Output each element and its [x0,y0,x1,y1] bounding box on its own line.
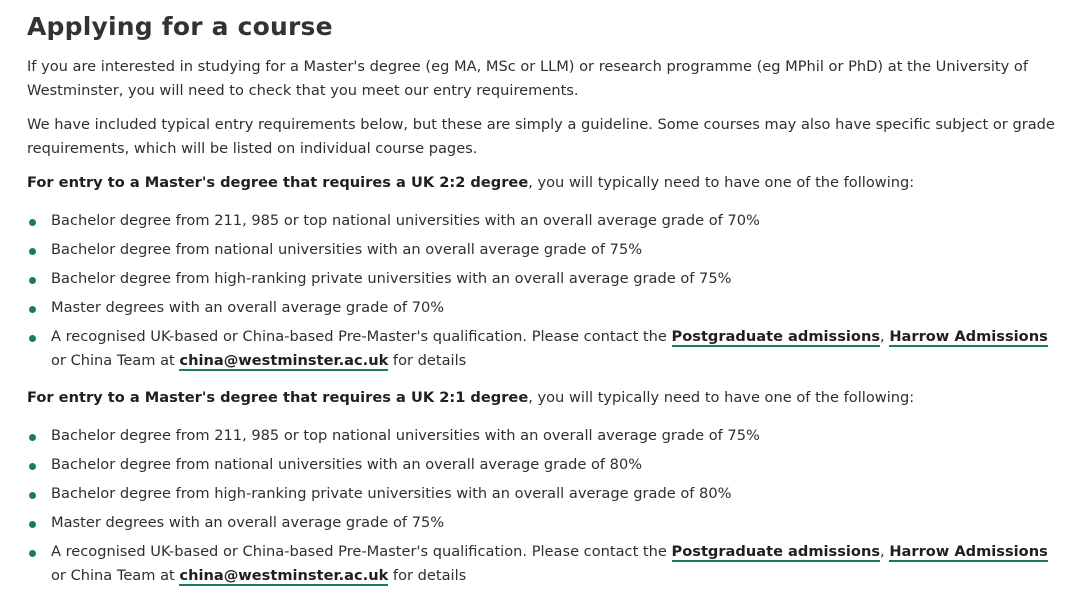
list-item [27,453,1062,477]
contact-text-before: A recognised UK-based or China-based Pre-Master's qualification. Please contact the [51,328,672,345]
requirements-list-2-2 [27,209,1062,373]
list-item-contact [27,325,1062,373]
list-item-text: Bachelor degree from 211, 985 or top national universities with an overall average grade of 70% [51,212,760,229]
requirements-list-2-1 [27,424,1062,588]
list-item-contact [27,540,1062,588]
guideline-paragraph: We have included typical entry requirements below, but these are simply a guideline. Some courses may also have specific subject or grade requirements, which will be listed on individual course pages. [27,116,1055,157]
list-item [27,209,1062,233]
contact-text-after: for details [388,567,467,584]
bullet-icon [29,219,36,226]
bullet-icon [29,434,36,441]
section-lead-bold: For entry to a Master's degree that requires a UK 2:2 degree [27,174,529,191]
list-item [27,424,1062,448]
list-item [27,482,1062,506]
bullet-icon [29,248,36,255]
section-lead-rest: , you will typically need to have one of the following: [528,174,915,191]
intro-paragraph: If you are interested in studying for a Master's degree (eg MA, MSc or LLM) or research programme (eg MPhil or PhD) at the University of Westminster, you will need to check that you meet our entry requirements. [27,58,1028,99]
list-item [27,267,1062,291]
bullet-icon [29,463,36,470]
list-item-text: Bachelor degree from high-ranking private universities with an overall average grade of 75% [51,270,732,287]
page-title: Applying for a course [27,12,333,41]
china-email-link[interactable]: china@westminster.ac.uk [179,567,389,584]
bullet-icon [29,492,36,499]
harrow-admissions-link[interactable]: Harrow Admissions [889,543,1048,560]
contact-text-before: A recognised UK-based or China-based Pre-Master's qualification. Please contact the [51,543,672,560]
contact-separator: , [880,543,890,560]
china-email-link[interactable]: china@westminster.ac.uk [179,352,389,369]
list-item-text: Bachelor degree from high-ranking private universities with an overall average grade of 80% [51,485,732,502]
list-item [27,296,1062,320]
harrow-admissions-link[interactable]: Harrow Admissions [889,328,1048,345]
bullet-icon [29,335,36,342]
bullet-icon [29,550,36,557]
section-lead-2-1 [27,386,1062,410]
list-item [27,511,1062,535]
contact-text-after: for details [388,352,467,369]
contact-separator: , [880,328,890,345]
postgraduate-admissions-link[interactable]: Postgraduate admissions [671,543,881,560]
postgraduate-admissions-link[interactable]: Postgraduate admissions [671,328,881,345]
list-item-text: Master degrees with an overall average grade of 75% [51,514,445,531]
list-item-text: Master degrees with an overall average grade of 70% [51,299,445,316]
list-item-text: Bachelor degree from 211, 985 or top national universities with an overall average grade of 75% [51,427,760,444]
section-lead-bold: For entry to a Master's degree that requires a UK 2:1 degree [27,389,529,406]
list-item [27,238,1062,262]
contact-text-mid: or China Team at [51,352,180,369]
section-lead-rest: , you will typically need to have one of the following: [528,389,915,406]
bullet-icon [29,277,36,284]
bullet-icon [29,306,36,313]
list-item-text: Bachelor degree from national universities with an overall average grade of 75% [51,241,643,258]
section-lead-2-2 [27,171,1062,195]
bullet-icon [29,521,36,528]
list-item-text: Bachelor degree from national universities with an overall average grade of 80% [51,456,643,473]
contact-text-mid: or China Team at [51,567,180,584]
